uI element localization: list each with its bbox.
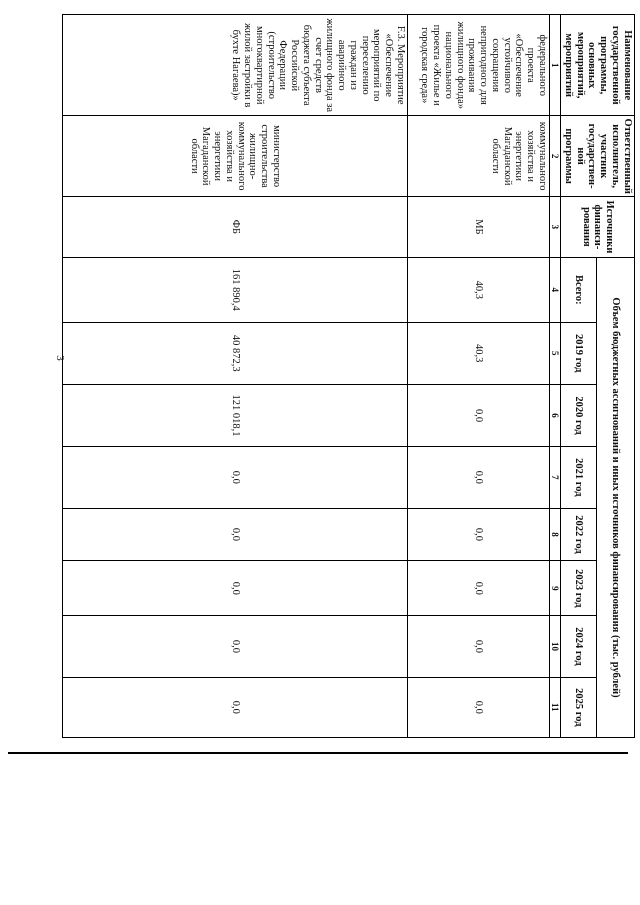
header-year-2023: 2023 год — [561, 561, 597, 616]
header-year-2024: 2024 год — [561, 616, 597, 677]
header-year-2021: 2021 год — [561, 447, 597, 508]
header-source: Источники финанси-рования — [561, 196, 635, 257]
column-number: 1 — [549, 15, 560, 116]
horizontal-rule — [8, 752, 628, 754]
row-value-2022: 0,0 — [63, 508, 408, 561]
row-value-2022: 0,0 — [407, 508, 549, 561]
column-number: 5 — [549, 322, 560, 384]
column-number: 6 — [549, 384, 560, 446]
row-value-2024: 0,0 — [407, 616, 549, 677]
column-number: 2 — [549, 116, 560, 196]
row-value-2019: 40,3 — [407, 322, 549, 384]
rotated-table-container — [62, 14, 635, 738]
row-responsible: коммунального хозяйства и энергетики Магаданской области — [407, 116, 549, 196]
row-value-2021: 0,0 — [63, 447, 408, 508]
row-name: федерального проекта «Обеспечение устойчивого сокращения непригодного для проживания жилищного фонда» национального проекта «Жилье и городская среда» — [407, 15, 549, 116]
header-year-2019: 2019 год — [561, 322, 597, 384]
page-number: 3 — [54, 355, 66, 361]
row-value-2019: 40 872,3 — [63, 322, 408, 384]
table-row — [63, 15, 408, 738]
row-value-2021: 0,0 — [407, 447, 549, 508]
row-source: ФБ — [63, 196, 408, 257]
header-total: Всего: — [561, 258, 597, 322]
row-value-2024: 0,0 — [63, 616, 408, 677]
column-number: 4 — [549, 258, 560, 322]
funding-table — [62, 14, 635, 738]
row-name: F.3. Мероприятие «Обеспечение мероприятий по переселению граждан из аварийного жилищного фонда за счет средств бюджета субъекта Российской Федерации (строительство многоквартирной жилой застройки в бухте Нагаева)» — [63, 15, 408, 116]
row-value-2023: 0,0 — [63, 561, 408, 616]
header-responsible: Ответственный исполнитель, участник государствен-ной программы — [561, 116, 635, 196]
header-year-2020: 2020 год — [561, 384, 597, 446]
column-number: 3 — [549, 196, 560, 257]
row-value-2020: 121 018,1 — [63, 384, 408, 446]
row-value-2025: 0,0 — [407, 677, 549, 737]
column-number: 11 — [549, 677, 560, 737]
table-row — [407, 15, 549, 738]
row-responsible: министерство строительства жилищно-коммунального хозяйства и энергетики Магаданской области — [63, 116, 408, 196]
row-total: 40,3 — [407, 258, 549, 322]
row-value-2023: 0,0 — [407, 561, 549, 616]
column-number: 10 — [549, 616, 560, 677]
column-number: 9 — [549, 561, 560, 616]
header-year-2025: 2025 год — [561, 677, 597, 737]
column-number: 7 — [549, 447, 560, 508]
column-number: 8 — [549, 508, 560, 561]
row-value-2020: 0,0 — [407, 384, 549, 446]
header-year-2022: 2022 год — [561, 508, 597, 561]
header-name: Наименование государственной программы, основных мероприятий, мероприятий — [561, 15, 635, 116]
row-source: МБ — [407, 196, 549, 257]
row-total: 161 890,4 — [63, 258, 408, 322]
header-funding-group: Объем бюджетных ассигнований и иных источников финансирования (тыс. рублей) — [597, 258, 635, 738]
row-value-2025: 0,0 — [63, 677, 408, 737]
